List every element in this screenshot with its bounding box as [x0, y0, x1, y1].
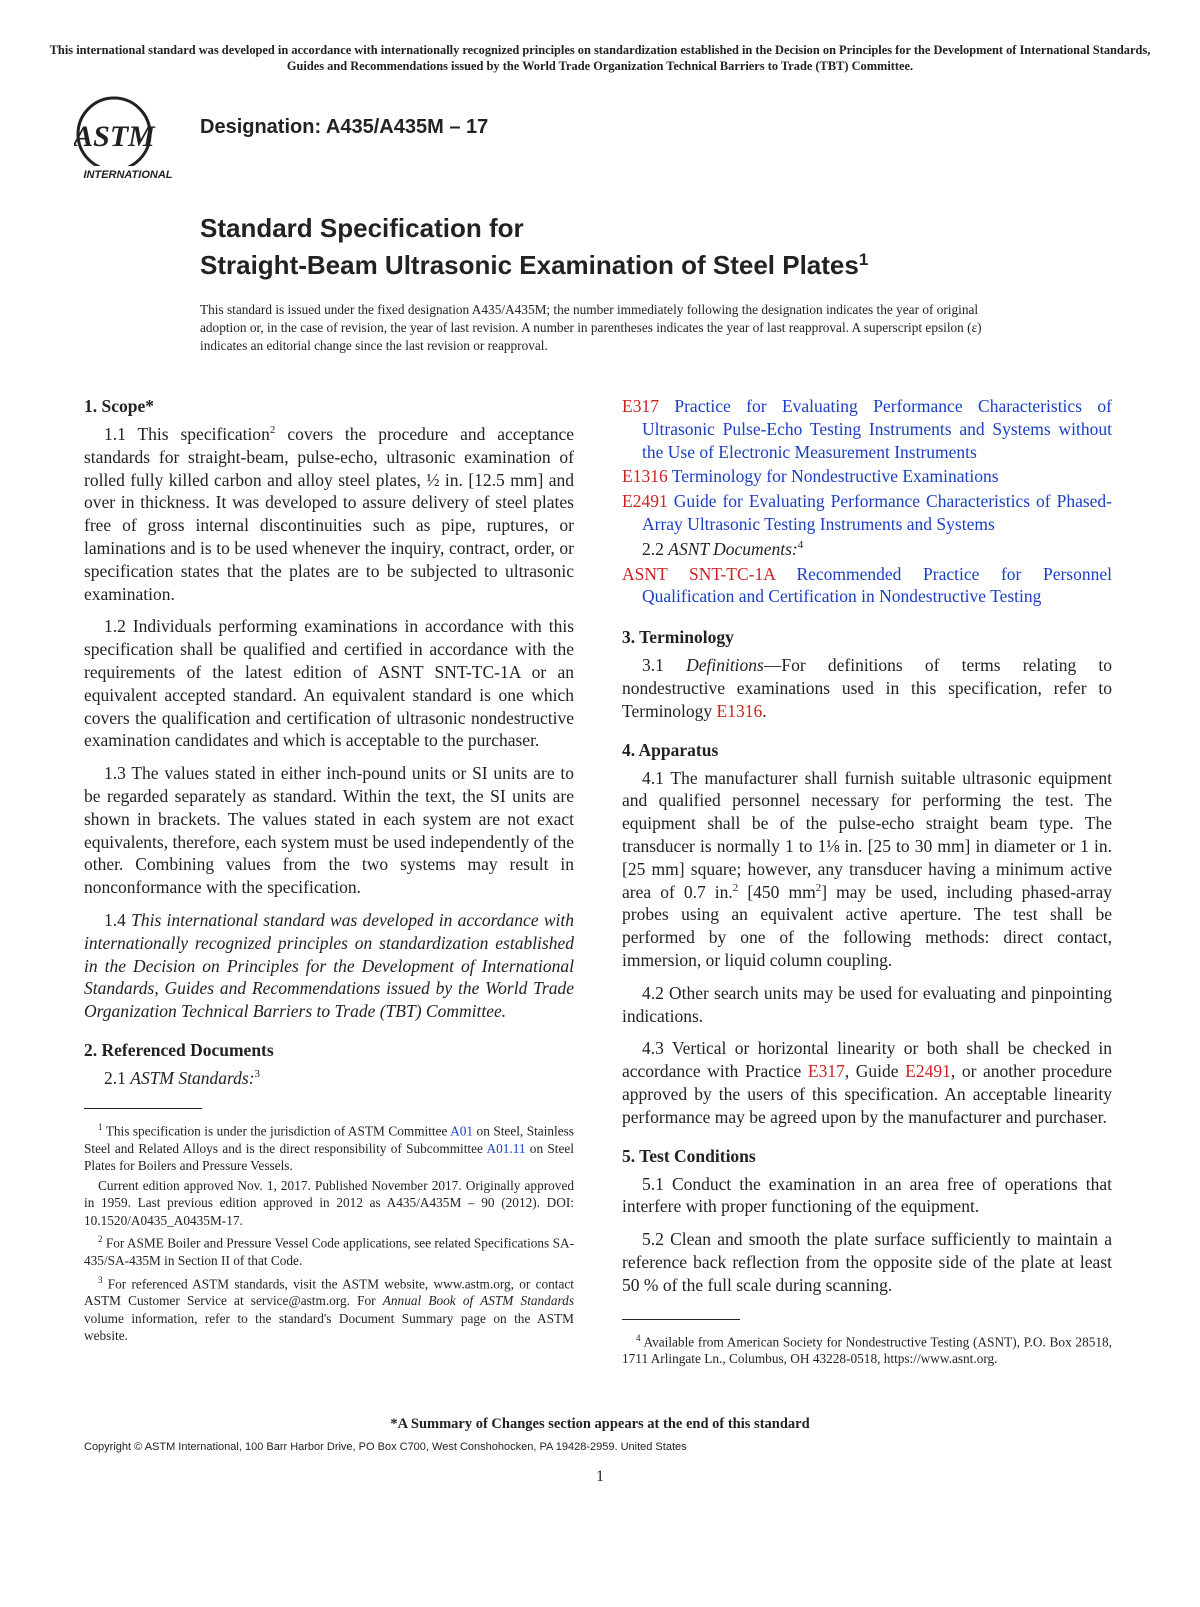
title-line-1: Standard Specification for	[200, 213, 524, 243]
footnote-ref-4[interactable]: 4	[797, 538, 804, 551]
link-e2491[interactable]: E2491	[905, 1061, 951, 1082]
footnote-2-text: For ASME Boiler and Pressure Vessel Code applications, see related Specifications SA-435/SA-435M in Section II of that Code.	[84, 1235, 574, 1269]
logo-text-top: ASTM	[74, 120, 155, 153]
right-column	[622, 395, 1112, 1370]
footnote-4-num: 4	[636, 1332, 641, 1343]
footnote-1-b: on Steel, Stainless Steel and Related Alloys and is the direct responsibility of Subcommittee	[84, 1123, 574, 1156]
logo-text-bottom: INTERNATIONAL	[83, 169, 173, 181]
section-2-heading: 2. Referenced Documents	[84, 1039, 274, 1060]
summary-of-changes-note: *A Summary of Changes section appears at the end of this standard	[390, 1416, 810, 1432]
para-1-1-a: 1.1 This specification	[104, 424, 270, 444]
para-4-3	[622, 1037, 1112, 1128]
para-4-1-c: ] may be used, including phased-array probes using an equivalent active aperture. The test shall be performed by one of the following methods: direct contact, immersion, or liquid column coupling.	[622, 881, 1112, 970]
ref-asnt	[622, 563, 1112, 609]
footnote-1-num: 1	[98, 1121, 103, 1132]
para-4-3-a: 4.3 Vertical or horizontal linearity or both shall be checked in accordance with Practice	[622, 1038, 1112, 1082]
para-1-1	[84, 423, 574, 605]
section-3-heading: 3. Terminology	[622, 627, 734, 648]
para-4-1-a: 4.1 The manufacturer shall furnish suitable ultrasonic equipment and qualified personnel necessary for performing the test. The equipment shall be of the pulse-echo straight beam type. The transducer is normally 1 to 1⅛ in. [25 to 30 mm] in diameter or 1 in. [25 mm] square; however, any transducer having a minimum active area of 0.7 in.	[622, 767, 1112, 902]
ref-e1316	[622, 465, 1112, 488]
left-column	[84, 395, 574, 1347]
subcommittee-a01-11-link[interactable]: A01.11	[486, 1140, 526, 1156]
para-3-1-num: 3.1	[642, 655, 687, 676]
footnote-3-a: For referenced ASTM standards, visit the ASTM website, www.astm.org, or contact ASTM Customer Service at service@astm.org. For	[84, 1275, 574, 1309]
tbt-notice: This international standard was developed in accordance with internationally recognized principles on standardization established in the Decision on Principles for the Development of International Standards, Guides and Recommendations issued by the World Trade Organization Technical Barriers to Trade (TBT) Committee.	[49, 43, 1151, 73]
title-line-2-text: Straight-Beam Ultrasonic Examination of Steel Plates	[200, 250, 859, 280]
para-1-4-num: 1.4	[104, 909, 132, 930]
footnote-ref-2[interactable]: 2	[269, 424, 276, 436]
footnote-3-b: volume information, refer to the standard's Document Summary page on the ASTM website.	[84, 1310, 574, 1344]
ref-asnt-code[interactable]: ASNT SNT-TC-1A	[622, 563, 775, 584]
para-3-1	[622, 654, 1112, 722]
para-4-1-sup2: 2	[815, 881, 822, 894]
ref-asnt-title[interactable]: Recommended Practice for Personnel Qualification and Certification in Nondestructive Testing	[642, 563, 1112, 607]
title-line-2	[200, 244, 1100, 281]
committee-a01-link[interactable]: A01	[450, 1123, 474, 1139]
para-4-3-c: , or another procedure approved by the users of this specification. An acceptable linearity performance may be agreed upon by the manufacturer and purchaser.	[622, 1061, 1112, 1127]
designation: Designation: A435/A435M – 17	[200, 116, 489, 138]
para-2-1	[84, 1067, 574, 1090]
ref-e317-code[interactable]: E317	[622, 396, 659, 416]
footnote-1-a: This specification is under the jurisdiction of ASTM Committee	[102, 1123, 451, 1139]
footnote-1-edition: Current edition approved Nov. 1, 2017. Published November 2017. Originally approved in 1959. Last previous edition approved in 2012 as A435/A435M – 90 (2012). DOI: 10.1520/A0435_A0435M-17.	[84, 1177, 574, 1228]
para-1-3: 1.3 The values stated in either inch-pound units or SI units are to be regarded separately as standard. Within the text, the SI units are shown in brackets. The values stated in each system are not exact equivalents, therefore, each system must be used independently of the other. Combining values from the two systems may result in nonconformance with the specification.	[84, 763, 574, 898]
footnote-divider	[84, 1108, 202, 1109]
footnote-3-ital: Annual Book of ASTM Standards	[382, 1293, 574, 1309]
para-4-3-b: , Guide	[844, 1061, 906, 1082]
para-1-4	[84, 909, 574, 1023]
para-3-1-text: —For definitions of terms relating to nondestructive examinations used in this specification, refer to Terminology	[622, 655, 1113, 721]
footnote-4-text: Available from American Society for Nondestructive Testing (ASNT), P.O. Box 28518, 1711 Arlingate Ln., Columbus, OH 43228-0518, https://www.asnt.org.	[622, 1333, 1112, 1367]
page-number: 1	[596, 1468, 604, 1485]
para-3-1-term: Definitions	[686, 655, 764, 676]
ref-e2491-code[interactable]: E2491	[622, 491, 668, 512]
para-3-1-end: .	[762, 700, 767, 721]
footnote-4	[622, 1330, 1112, 1368]
para-2-1-text: ASTM Standards:	[130, 1067, 255, 1088]
para-4-1	[622, 767, 1112, 972]
footnote-1-c: on Steel Plates for Boilers and Pressure Vessels.	[84, 1140, 574, 1174]
para-5-1: 5.1 Conduct the examination in an area free of operations that interfere with proper functioning of the equipment.	[622, 1173, 1112, 1217]
footnote-3	[84, 1272, 574, 1345]
para-2-2-num: 2.2	[642, 538, 669, 559]
para-5-2: 5.2 Clean and smooth the plate surface sufficiently to maintain a reference back reflection from the opposite side of the plate at least 50 % of the full scale during scanning.	[622, 1229, 1112, 1295]
footnote-2	[84, 1231, 574, 1269]
footnote-divider-right	[622, 1319, 740, 1320]
section-4-heading: 4. Apparatus	[622, 739, 719, 760]
para-4-2: 4.2 Other search units may be used for evaluating and pinpointing indications.	[622, 982, 1112, 1026]
copyright: Copyright © ASTM International, 100 Barr Harbor Drive, PO Box C700, West Conshohocken, PA 19428-2959. United States	[84, 1441, 687, 1453]
para-1-4-text: This international standard was developed in accordance with internationally recognized principles on standardization established in the Decision on Principles for the Development of International Standards, Guides and Recommendations issued by the World Trade Organization Technical Barriers to Trade (TBT) Committee.	[84, 909, 575, 1022]
para-4-1-sup1: 2	[732, 881, 739, 894]
link-e1316[interactable]: E1316	[716, 700, 763, 721]
astm-international-logo	[74, 92, 184, 184]
footnote-ref-3[interactable]: 3	[254, 1067, 261, 1080]
ref-e1316-title[interactable]: Terminology for Nondestructive Examinations	[667, 466, 999, 487]
para-2-1-num: 2.1	[104, 1067, 131, 1088]
section-5-heading: 5. Test Conditions	[622, 1145, 756, 1166]
para-4-1-b: [450 mm	[738, 881, 816, 902]
footnote-1	[84, 1119, 574, 1175]
section-1-heading: 1. Scope*	[84, 396, 154, 416]
title-footnote-ref[interactable]: 1	[858, 250, 869, 269]
ref-e1316-code[interactable]: E1316	[622, 466, 668, 487]
para-2-2	[622, 538, 1112, 561]
page-title	[200, 212, 1100, 281]
ref-e317	[622, 395, 1112, 463]
astm-logo-icon	[74, 92, 184, 184]
para-1-1-b: covers the procedure and acceptance standards for straight-beam, pulse-echo, ultrasonic examination of rolled fully killed carbon and alloy steel plates, ½ in. [12.5 mm] and over in thickness. It was developed to assure delivery of steel plates free of gross internal discontinuities such as pipe, ruptures, or laminations and is to be used whenever the inquiry, contract, order, or specification states that the plates are to be subjected to ultrasonic examination.	[84, 424, 575, 604]
footnote-3-num: 3	[98, 1274, 103, 1285]
ref-e317-title[interactable]: Practice for Evaluating Performance Characteristics of Ultrasonic Pulse-Echo Testing Instruments and Systems without the Use of Electronic Measurement Instruments	[642, 396, 1112, 462]
ref-e2491	[622, 490, 1112, 536]
para-2-2-text: ASNT Documents:	[668, 538, 798, 559]
para-1-2: 1.2 Individuals performing examinations in accordance with this specification shall be qualified and certified in accordance with the requirements of the latest edition of ASNT SNT-TC-1A or an equivalent accepted standard. An equivalent standard is one which covers the qualification and certification of ultrasonic nondestructive examination candidates and which is acceptable to the purchaser.	[84, 616, 574, 751]
ref-e2491-title[interactable]: Guide for Evaluating Performance Characteristics of Phased-Array Ultrasonic Testing Instruments and Systems	[642, 491, 1112, 534]
link-e317[interactable]: E317	[807, 1061, 845, 1082]
issued-note: This standard is issued under the fixed designation A435/A435M; the number immediately following the designation indicates the year of original adoption or, in the case of revision, the year of last revision. A number in parentheses indicates the year of last reapproval. A superscript epsilon (ε) indicates an editorial change since the last revision or reapproval.	[200, 302, 982, 353]
footnote-2-num: 2	[98, 1234, 103, 1245]
